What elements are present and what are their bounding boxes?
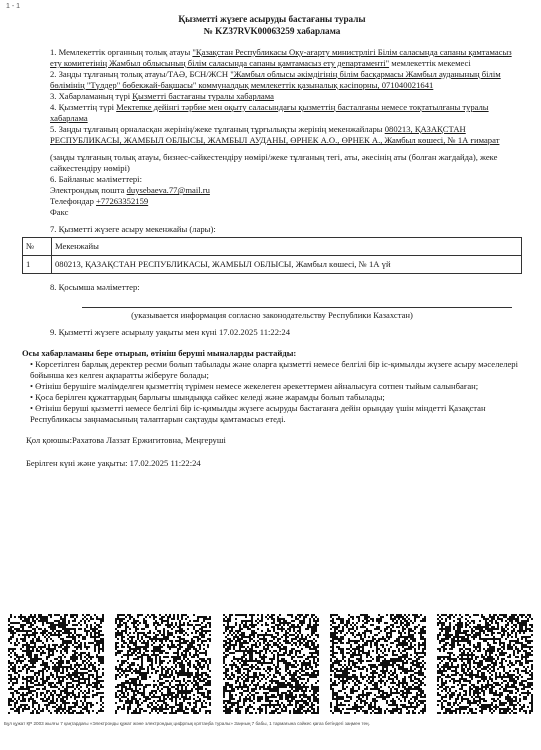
item-4-value: Мектепке дейінгі тәрбие мен оқыту саласындағы қызметтің басталғаны немесе тоқтатылғаны туралы хабарлама xyxy=(50,102,489,123)
item-9 xyxy=(22,327,522,338)
confirmation-item-1: • Көрсетілген барлық деректер ресми болып табылады және оларға қызметті немесе белгілі бір іс-қимылды жүзеге асыру мәселелері бойынша кез келген ақпаратты жіберуге болады; xyxy=(30,359,518,380)
additional-info-line xyxy=(82,307,512,308)
confirmation-item-4: • Өтініш беруші қызметті немесе белгілі бір іс-қимылды жүзеге асыруды бастағанға дейін орындау үшін міндетті Қазақстан Республикасы заңнамасының талаптарын сақтауды қамтамасыз етеді. xyxy=(30,403,486,424)
qr-code-row xyxy=(8,614,533,714)
issued-row xyxy=(22,458,522,469)
phone-value: +77263352159 xyxy=(96,196,149,206)
col-number-header: № xyxy=(23,238,52,256)
email-label: Электрондық пошта xyxy=(50,185,127,195)
identity-note: (заңды тұлғаның толық атауы, бизнес-сәйкестендіру нөмірі/жеке тұлғаның тегі, аты, әкесінің аты (болған жағдайда), жеке сәйкестендіру нөмірі) xyxy=(50,152,498,173)
item-5 xyxy=(22,124,522,146)
qr-code-icon xyxy=(115,614,211,714)
phone-row xyxy=(22,196,522,207)
document-body xyxy=(22,14,522,469)
signer-value: Рахатова Лаззат Ержигитовна, Меңгеруші xyxy=(72,435,226,445)
row-address: 080213, ҚАЗАҚСТАН РЕСПУБЛИКАСЫ, ЖАМБЫЛ ОБЛЫСЫ, Жамбыл көшесі, № 1А үй xyxy=(52,256,522,274)
item-4 xyxy=(22,102,522,124)
item-3-value: Қызметті бастағаны туралы хабарлама xyxy=(132,91,274,101)
legal-footer: Бұл құжат ҚР 2003 жылғы 7 қаңтардағы «Электронды құжат және электрондық цифрлық қолтаңба туралы» Заңның 7 бабы, 1 тармағына сәйкес қағаз бетіндегі заңмен тең. xyxy=(4,721,370,726)
item-1-label: 1. Мемлекеттік органның толық атауы xyxy=(50,47,193,57)
title-line-2: № KZ37RVK00063259 хабарлама xyxy=(203,25,341,36)
item-1-tail: мемлекеттік мекемесі xyxy=(389,58,471,68)
issued-label: Берілген күні және уақыты: xyxy=(26,458,130,468)
col-address-header: Мекенжайы xyxy=(52,238,522,256)
qr-code-icon xyxy=(223,614,319,714)
document-title xyxy=(22,14,522,37)
item-5-value: 080213, ҚАЗАҚСТАН РЕСПУБЛИКАСЫ, ЖАМБЫЛ ОБЛЫСЫ, ЖАМБЫЛ АУДАНЫ, ӨРНЕК А.О., ӨРНЕК А., Жамбыл көшесі, № 1А ғимарат xyxy=(50,124,500,145)
email-link[interactable]: duysebaeva.77@mail.ru xyxy=(126,185,210,195)
qr-code-icon xyxy=(330,614,426,714)
page-number: 1 - 1 xyxy=(6,3,21,10)
item-3-label: 3. Хабарламаның түрі xyxy=(50,91,133,101)
item-1 xyxy=(22,47,522,69)
issued-value: 17.02.2025 11:22:24 xyxy=(129,458,201,468)
phone-label: Телефондар xyxy=(50,196,97,206)
signer-row xyxy=(22,435,522,446)
email-row xyxy=(22,185,522,196)
fax-label: Факс xyxy=(50,207,69,217)
confirmation-item-3: • Қоса берілген құжаттардың барлығы шындыққа сәйкес келеді және жарамды болып табылады; xyxy=(30,392,385,402)
item-6-label: 6. Байланыс мәліметтері: xyxy=(50,174,142,184)
item-2 xyxy=(22,69,522,91)
qr-code-icon xyxy=(437,614,533,714)
table-row xyxy=(23,256,522,274)
item-1-value: "Қазақстан Республикасы Оқу-ағарту министрлігі Білім саласында сапаны қамтамасыз ету комитетінің Жамбыл облысының білім саласында сапаны қамтамасыз ету департаменті" xyxy=(50,47,512,68)
item-7-label: 7. Қызметті жүзеге асыру мекенжайы (лары): xyxy=(50,224,216,234)
confirmation-item-2: • Өтініш берушіге мәлімделген қызметтің түрімен немесе жекелеген әрекеттермен айналысуға сотпен тыйым салынбаған; xyxy=(30,381,479,391)
address-table-header xyxy=(23,238,522,256)
item-3 xyxy=(22,91,522,102)
item-9-value: 17.02.2025 11:22:24 xyxy=(218,327,290,337)
signer-label: Қол қоюшы: xyxy=(26,435,73,445)
title-line-1: Қызметті жүзеге асыруды бастағаны туралы xyxy=(178,14,366,24)
item-8-label: 8. Қосымша мәліметтер: xyxy=(50,282,140,292)
additional-info-note: (указывается информация согласно законодательству Республики Казахстан) xyxy=(131,310,413,320)
address-table xyxy=(22,237,522,274)
qr-code-icon xyxy=(8,614,104,714)
item-5-label: 5. Заңды тұлғаның орналасқан жерінің/жеке тұлғаның тұрғылықты жерінің мекенжайлары xyxy=(50,124,385,134)
confirmation-title: Осы хабарламаны бере отырып, өтініш беруші мыналарды растайды: xyxy=(22,348,297,358)
item-9-label: 9. Қызметті жүзеге асырылу уақыты мен күні xyxy=(50,327,219,337)
item-2-value: "Жамбыл облысы әкімдігінің білім басқармасы Жамбыл ауданының білім бөлімінің "Түлдер" бөбекжай-бақшасы" коммуналдық мемлекеттік қазыналық кәсіпорны, 071040021641 xyxy=(50,69,501,90)
item-2-label: 2. Заңды тұлғаның толық атауы/ТАӘ, БСН/ЖСН xyxy=(50,69,231,79)
item-4-label: 4. Қызметтің түрі xyxy=(50,102,117,112)
row-number: 1 xyxy=(23,256,52,274)
